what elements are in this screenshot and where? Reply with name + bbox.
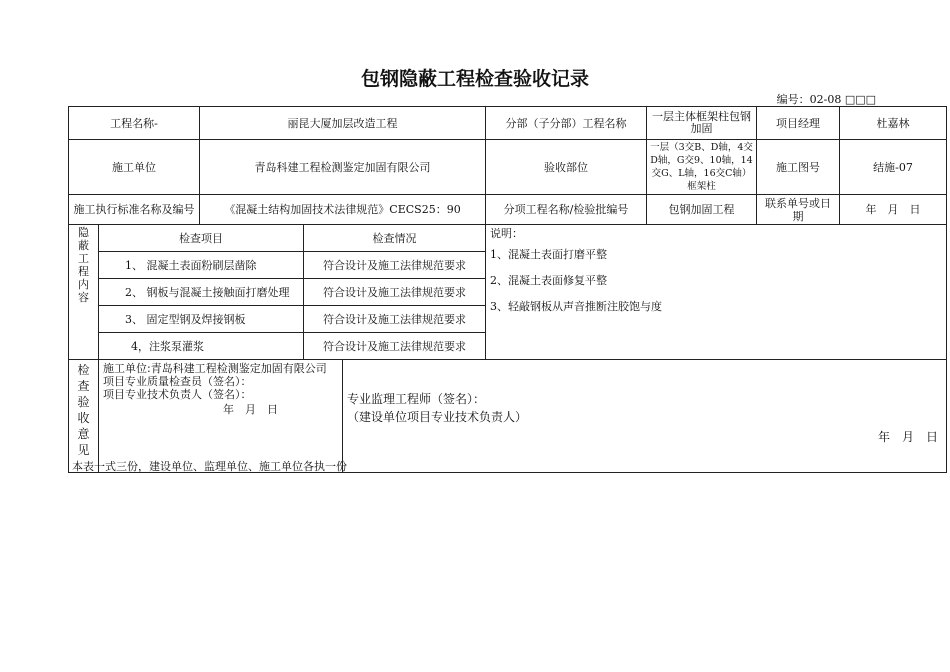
inspection-item: 1、 混凝土表面粉刷层凿除 (99, 252, 304, 279)
standard-label: 施工执行标准名称及编号 (69, 195, 200, 225)
opinion-label-char: 见 (77, 443, 90, 457)
owner-tech-signature: （建设单位项目专业技术负责人） (347, 410, 528, 424)
hidden-label-char: 蔽 (78, 239, 89, 252)
inspection-item: 3、 固定型钢及焊接钢板 (99, 306, 304, 333)
note-item: 3、轻敲钢板从声音推断注胶饱与度 (490, 300, 663, 313)
hidden-label-char: 隐 (78, 226, 89, 239)
item-label: 分项工程名称/检验批编号 (486, 195, 647, 225)
drawing-value: 结施-07 (840, 140, 947, 195)
header-item: 检查项目 (99, 225, 304, 252)
supervisor-date: 年 月 日 (878, 430, 939, 444)
contractor-date: 年 月 日 (223, 403, 278, 416)
subdivision-value: 一层主体框架柱包钢加固 (647, 107, 757, 140)
hidden-label-char: 工 (78, 252, 89, 265)
inspection-form (68, 106, 947, 473)
note-item: 1、混凝土表面打磨平整 (490, 248, 608, 261)
hidden-label-char: 容 (78, 291, 89, 304)
contractor-value: 青岛科建工程检测鉴定加固有限公司 (200, 140, 486, 195)
opinion-label (69, 360, 99, 473)
document-title: 包钢隐蔽工程检查验收记录 (360, 68, 589, 90)
manager-value: 杜嘉林 (840, 107, 947, 140)
contractor-label: 施工单位 (69, 140, 200, 195)
inspection-item: 2、 钢板与混凝土接触面打磨处理 (99, 279, 304, 306)
inspection-result: 符合设计及施工法律规范要求 (304, 252, 485, 279)
table-row (99, 306, 485, 333)
opinion-label-char: 查 (77, 379, 90, 393)
supervisor-opinion (343, 360, 947, 473)
table-row (99, 252, 485, 279)
project-name-value: 丽昆大厦加层改造工程 (200, 107, 486, 140)
hidden-content-label (69, 225, 99, 360)
table-row (99, 279, 485, 306)
tech-leader-signature: 项目专业技术负责人（签名）： (103, 388, 252, 401)
document-number: 编号：02-08 □□□ (776, 93, 876, 106)
contractor-opinion (99, 360, 343, 473)
form-row-project (69, 107, 947, 140)
inspection-result: 符合设计及施工法律规范要求 (323, 339, 467, 353)
drawing-label: 施工图号 (757, 140, 840, 195)
opinion-label-char: 检 (77, 363, 90, 377)
quality-inspector-signature: 项目专业质量检查员（签名）： (103, 375, 252, 388)
contact-label: 联系单号或日期 (757, 195, 840, 225)
inspection-items-table (99, 225, 485, 359)
opinion-label-char: 意 (77, 427, 90, 441)
table-row (99, 333, 485, 360)
header-result: 检查情况 (304, 225, 485, 252)
hidden-content-row (69, 225, 947, 360)
hidden-label-char: 内 (78, 278, 89, 291)
subdivision-label: 分部（子分部）工程名称 (486, 107, 647, 140)
item-value: 包钢加固工程 (647, 195, 757, 225)
notes-cell (486, 225, 947, 360)
form-row-contractor (69, 140, 947, 195)
supervisor-signature: 专业监理工程师（签名）： (347, 392, 486, 406)
notes-title: 说明： (490, 227, 524, 240)
project-name-label: 工程名称- (69, 107, 200, 140)
contact-date: 年 月 日 (840, 195, 947, 225)
opinion-row (69, 360, 947, 473)
inspection-header-row (99, 225, 485, 252)
inspection-item: 4，注浆泵灌浆 (99, 333, 304, 360)
hidden-label-char: 程 (78, 265, 89, 278)
form-row-standard (69, 195, 947, 225)
opinion-label-char: 收 (77, 411, 90, 425)
contractor-line: 施工单位:青岛科建工程检测鉴定加固有限公司 (103, 362, 327, 375)
location-value: 一层（3交B、D轴，4交D轴，G交9、10轴，14交G、L轴，16交C轴）框架柱 (647, 140, 757, 195)
inspection-result: 符合设计及施工法律规范要求 (304, 279, 485, 306)
manager-label: 项目经理 (757, 107, 840, 140)
inspection-items-cell (99, 225, 486, 360)
opinion-label-char: 验 (77, 395, 90, 409)
note-item: 2、混凝土表面修复平整 (490, 274, 608, 287)
location-label: 验收部位 (486, 140, 647, 195)
standard-value: 《混凝土结构加固技术法律规范》CECS25：90 (200, 195, 486, 225)
footer-note: 本表一式三份，建设单位、监理单位、施工单位各执一份 (72, 460, 347, 473)
inspection-result: 符合设计及施工法律规范要求 (304, 306, 485, 333)
